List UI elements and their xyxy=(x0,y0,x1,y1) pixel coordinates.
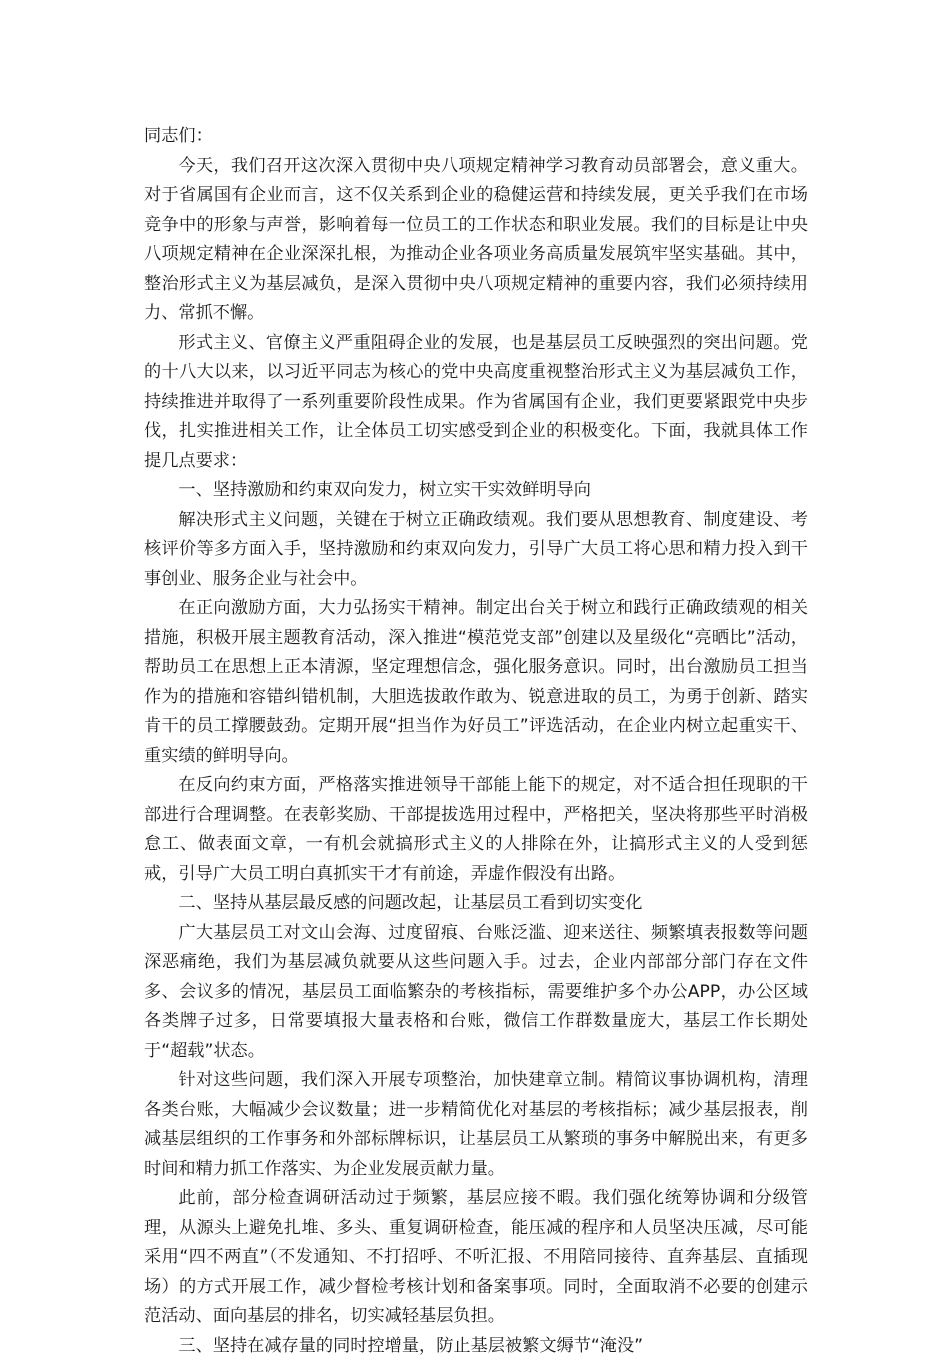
paragraph-special-rectification: 针对这些问题，我们深入开展专项整治，加快建章立制。精简议事协调机构，清理各类台账，大幅减少会议数量；进一步精简优化对基层的考核指标；减少基层报表，削减基层组织的工作事务和外部标牌标识，让基层员工从繁琐的事务中解脱出来，有更多时间和精力抓工作落实、为企业发展贡献力量。 xyxy=(144,1066,808,1184)
paragraph-background: 形式主义、官僚主义严重阻碍企业的发展，也是基层员工反映强烈的突出问题。党的十八大以来，以习近平同志为核心的党中央高度重视整治形式主义为基层减负工作，持续推进并取得了一系列重要阶段性成果。作为省属国有企业，我们更要紧跟党中央步伐，扎实推进相关工作，让全体员工切实感受到企业的积极变化。下面，我就具体工作提几点要求： xyxy=(144,329,808,477)
paragraph-intro: 今天，我们召开这次深入贯彻中央八项规定精神学习教育动员部署会，意义重大。对于省属国有企业而言，这不仅关系到企业的稳健运营和持续发展，更关乎我们在市场竞争中的形象与声誉，影响着每一位员工的工作状态和职业发展。我们的目标是让中央八项规定精神在企业深深扎根，为推动企业各项业务高质量发展筑牢坚实基础。其中，整治形式主义为基层减负，是深入贯彻中央八项规定精神的重要内容，我们必须持续用力、常抓不懈。 xyxy=(144,152,808,329)
section-heading-3: 三、坚持在减存量的同时控增量，防止基层被繁文缛节“淹没” xyxy=(144,1332,808,1361)
paragraph-positive-incentive: 在正向激励方面，大力弘扬实干精神。制定出台关于树立和践行正确政绩观的相关措施，积极开展主题教育活动，深入推进“模范党支部”创建以及星级化“亮晒比”活动，帮助员工在思想上正本清源，坚定理想信念，强化服务意识。同时，出台激励员工担当作为的措施和容错纠错机制，大胆选拔敢作敢为、锐意进取的员工，为勇于创新、踏实肯干的员工撑腰鼓劲。定期开展“担当作为好员工”评选活动，在企业内树立起重实干、重实绩的鲜明导向。 xyxy=(144,594,808,771)
paragraph-section1-intro: 解决形式主义问题，关键在于树立正确政绩观。我们要从思想教育、制度建设、考核评价等多方面入手，坚持激励和约束双向发力，引导广大员工将心思和精力投入到干事创业、服务企业与社会中。 xyxy=(144,506,808,595)
section-heading-1: 一、坚持激励和约束双向发力，树立实干实效鲜明导向 xyxy=(144,476,808,506)
paragraph-grassroots-problems: 广大基层员工对文山会海、过度留痕、台账泛滥、迎来送往、频繁填表报数等问题深恶痛绝，我们为基层减负就要从这些问题入手。过去，企业内部部分部门存在文件多、会议多的情况，基层员工面临繁杂的考核指标，需要维护多个办公APP，办公区域各类牌子过多，日常要填报大量表格和台账，微信工作群数量庞大，基层工作长期处于“超载”状态。 xyxy=(144,919,808,1067)
section-heading-2: 二、坚持从基层最反感的问题改起，让基层员工看到切实变化 xyxy=(144,889,808,919)
paragraph-negative-constraint: 在反向约束方面，严格落实推进领导干部能上能下的规定，对不适合担任现职的干部进行合理调整。在表彰奖励、干部提拔选用过程中，严格把关，坚决将那些平时消极怠工、做表面文章，一有机会就搞形式主义的人排除在外，让搞形式主义的人受到惩戒，引导广大员工明白真抓实干才有前途，弄虚作假没有出路。 xyxy=(144,771,808,889)
paragraph-inspection-reduction: 此前，部分检查调研活动过于频繁，基层应接不暇。我们强化统筹协调和分级管理，从源头上避免扎堆、多头、重复调研检查，能压减的程序和人员坚决压减，尽可能采用“四不两直”（不发通知、不打招呼、不听汇报、不用陪同接待、直奔基层、直插现场）的方式开展工作，减少督检考核计划和备案事项。同时，全面取消不必要的创建示范活动、面向基层的排名，切实减轻基层负担。 xyxy=(144,1184,808,1332)
greeting: 同志们： xyxy=(144,122,808,152)
document-body xyxy=(144,122,808,1361)
